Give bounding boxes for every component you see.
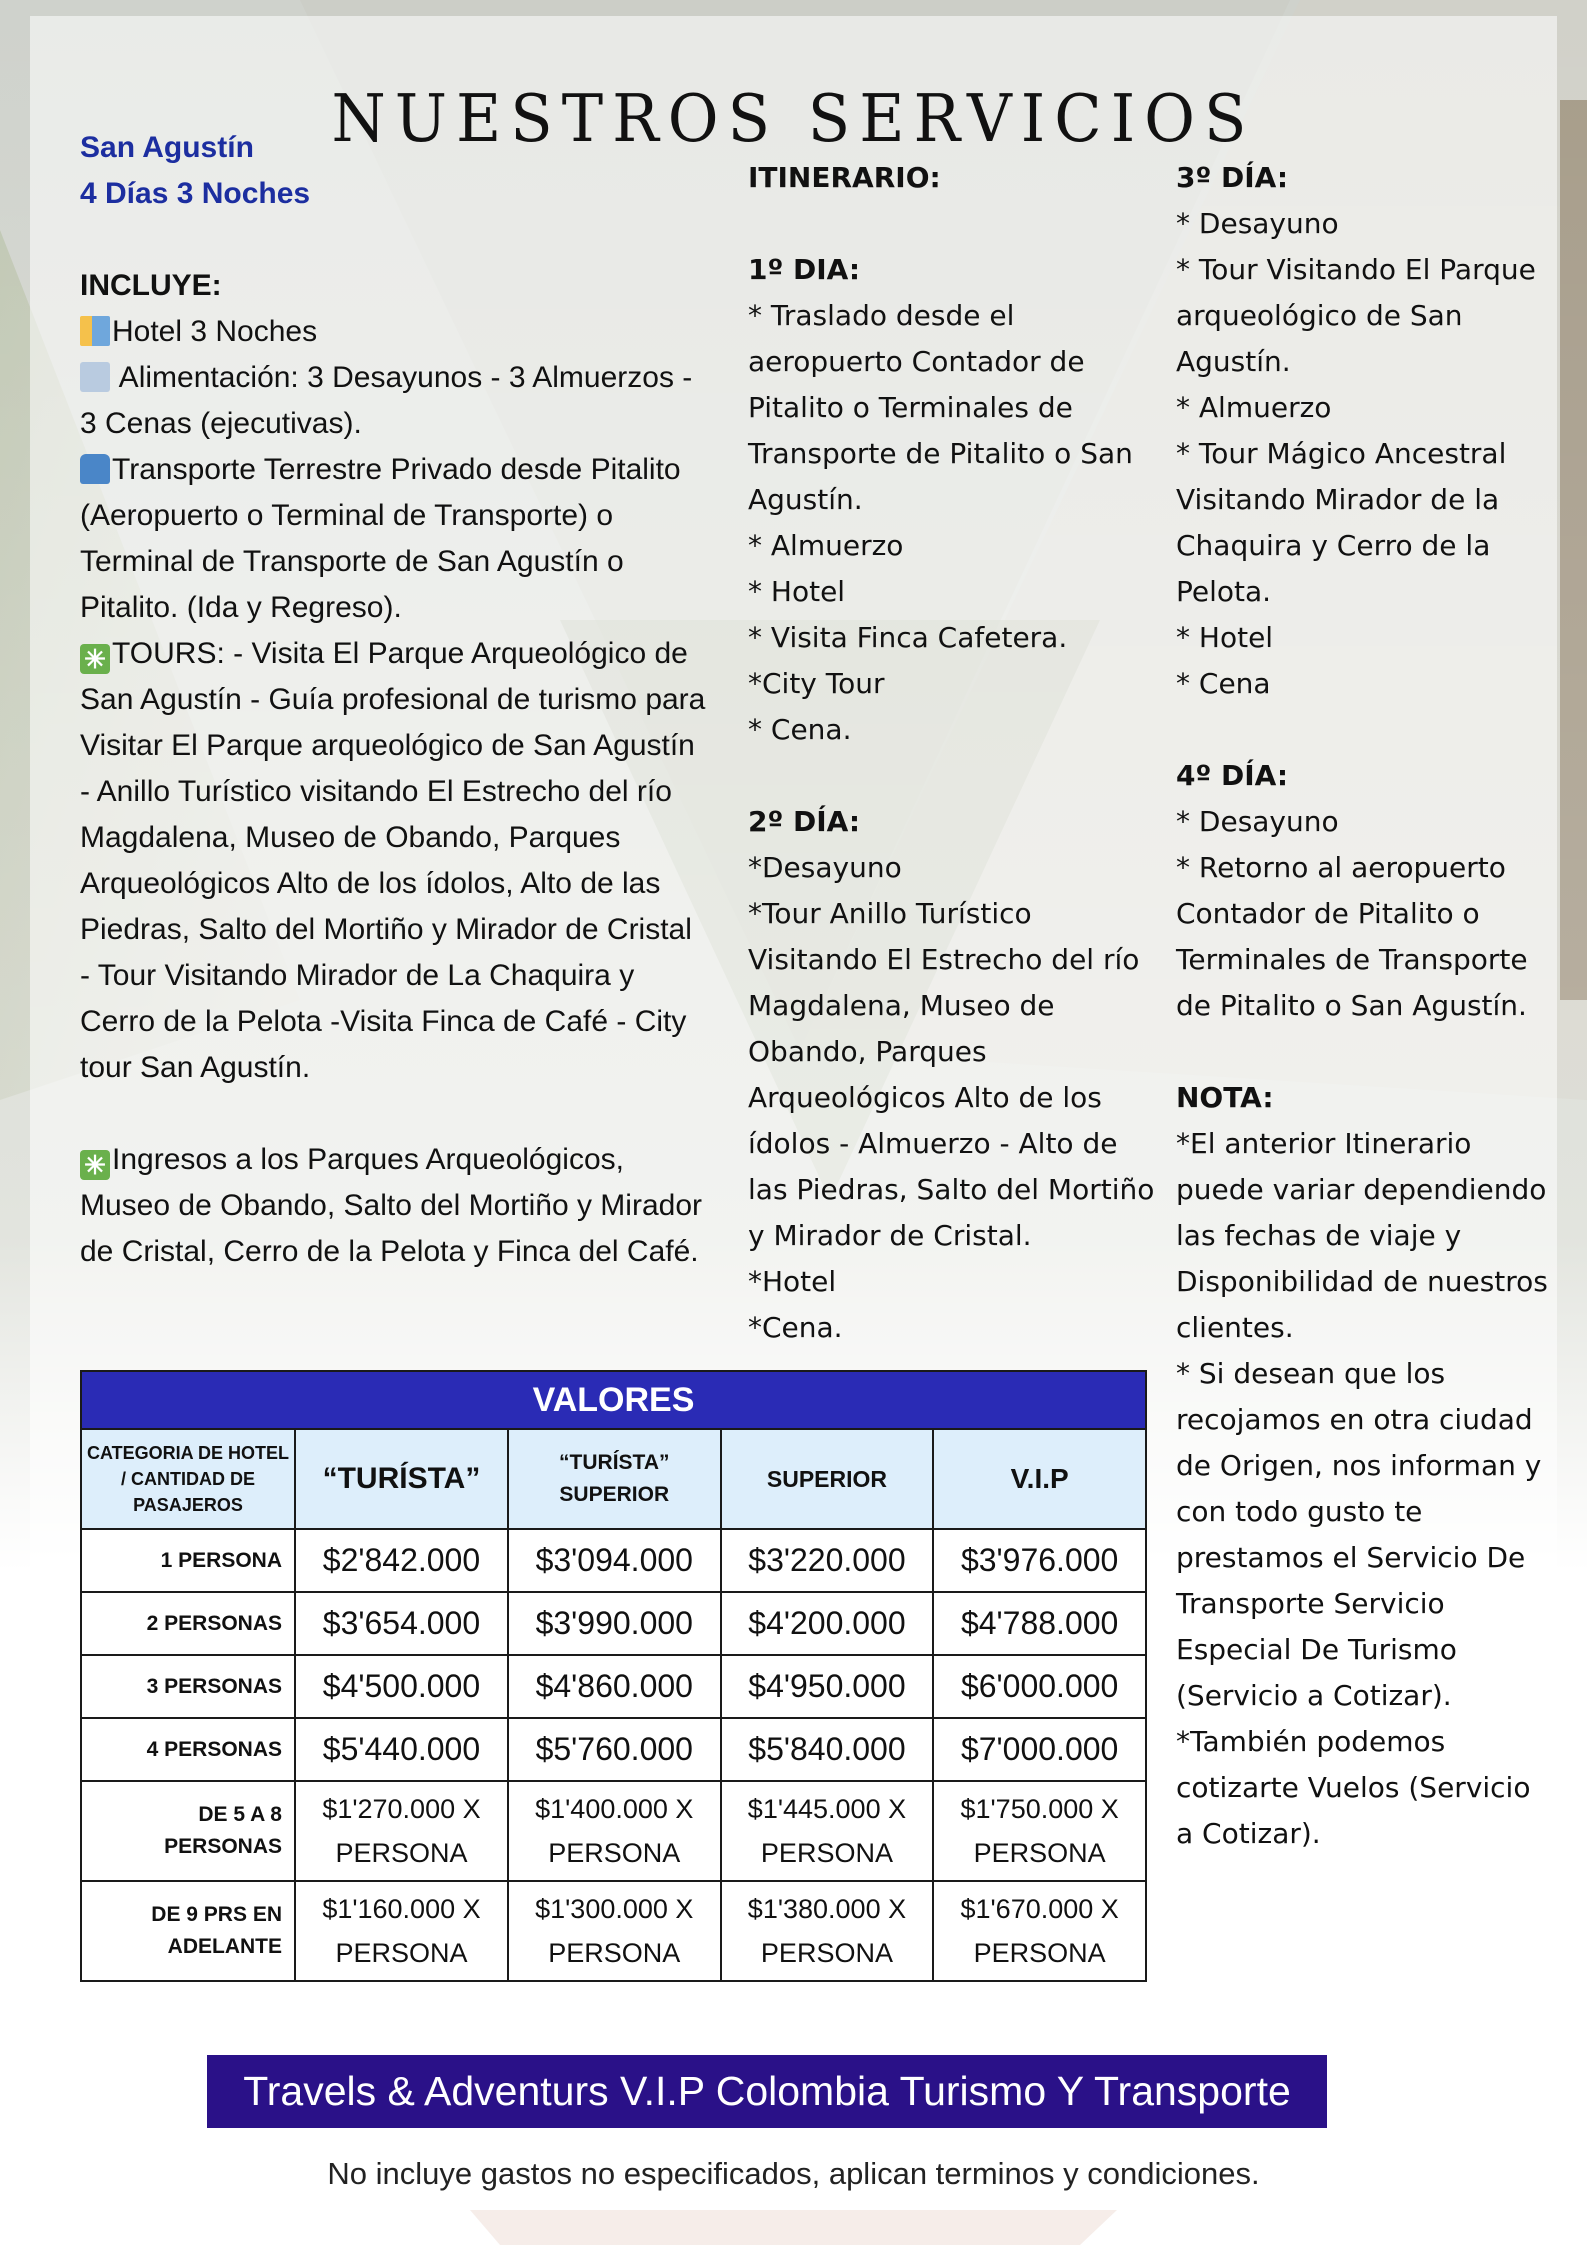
- column-header: SUPERIOR: [721, 1429, 934, 1529]
- table-row: [81, 1529, 1146, 1592]
- table-row: [81, 1881, 1146, 1981]
- price-cell: $5'840.000: [721, 1718, 934, 1781]
- day-item: *Hotel: [748, 1265, 837, 1298]
- price-cell: $3'990.000: [508, 1592, 721, 1655]
- price-cell: $4'200.000: [721, 1592, 934, 1655]
- table-row: [81, 1592, 1146, 1655]
- include-item: Transporte Terrestre Privado desde Pitalito (Aeropuerto o Terminal de Transporte) o Terminal de Transporte de San Agustín o Pitalito. (Ida y Regreso).: [80, 453, 681, 624]
- row-label: 4 PERSONAS: [81, 1718, 295, 1781]
- day-title: 4º DÍA:: [1176, 759, 1289, 792]
- price-cell: $1'750.000 X PERSONA: [933, 1781, 1146, 1881]
- itinerary-column: [748, 155, 1158, 1351]
- include-item: Hotel 3 Noches: [80, 309, 710, 355]
- price-cell: $1'400.000 X PERSONA: [508, 1781, 721, 1881]
- day-item: *Desayuno: [748, 851, 902, 884]
- row-label: DE 5 A 8 PERSONAS: [81, 1781, 295, 1881]
- price-cell: $1'670.000 X PERSONA: [933, 1881, 1146, 1981]
- price-cell: $3'654.000: [295, 1592, 508, 1655]
- day-item: * Cena.: [748, 713, 852, 746]
- day-item: *City Tour: [748, 667, 885, 700]
- hotel-icon: [80, 316, 110, 346]
- price-cell: $1'270.000 X PERSONA: [295, 1781, 508, 1881]
- note-item: *También podemos cotizarte Vuelos (Servicio a Cotizar).: [1176, 1725, 1531, 1850]
- day-title: 3º DÍA:: [1176, 161, 1289, 194]
- table-header-row: [81, 1429, 1146, 1529]
- category-header: CATEGORIA DE HOTEL / CANTIDAD DE PASAJEROS: [81, 1429, 295, 1529]
- row-label: 3 PERSONAS: [81, 1655, 295, 1718]
- include-item: ✳ TOURS: - Visita El Parque Arqueológico de San Agustín - Guía profesional de turismo para Visitar El Parque arqueológico de San Agustín - Anillo Turístico visitando El Estrecho del río Magdalena, Museo de Obando, Parques Arqueológicos Alto de los ídolos, Alto de las Piedras, Salto del Mortiño y Mirador de Cristal - Tour Visitando Mirador de La Chaquira y Cerro de la Pelota -Visita Finca de Café - City tour San Agustín.: [80, 637, 706, 1084]
- price-cell: $4'788.000: [933, 1592, 1146, 1655]
- fork-knife-icon: [80, 362, 110, 392]
- price-cell: $1'445.000 X PERSONA: [721, 1781, 934, 1881]
- day-item: *Tour Anillo Turístico Visitando El Estrecho del río Magdalena, Museo de Obando, Parques Arqueológicos Alto de los ídolos - Almuerzo - Alto de las Piedras, Salto del Mortiño y Mirador de Cristal.: [748, 897, 1155, 1252]
- price-cell: $3'220.000: [721, 1529, 934, 1592]
- note-item: * Si desean que los recojamos en otra ciudad de Origen, nos informan y con todo gusto te prestamos el Servicio De Transporte Servicio Especial De Turismo (Servicio a Cotizar).: [1176, 1357, 1542, 1712]
- includes-heading: INCLUYE:: [80, 269, 222, 302]
- itinerary-notes-column: [1176, 155, 1556, 1857]
- day-title: 1º DIA:: [748, 253, 861, 286]
- company-banner: Travels & Adventurs V.I.P Colombia Turismo Y Transporte: [207, 2055, 1327, 2128]
- note-item: *El anterior Itinerario puede variar dependiendo las fechas de viaje y Disponibilidad de nuestros clientes.: [1176, 1127, 1548, 1344]
- price-table: [80, 1370, 1147, 1982]
- row-label: DE 9 PRS EN ADELANTE: [81, 1881, 295, 1981]
- row-label: 2 PERSONAS: [81, 1592, 295, 1655]
- column-header: V.I.P: [933, 1429, 1146, 1529]
- price-cell: $1'380.000 X PERSONA: [721, 1881, 934, 1981]
- price-cell: $2'842.000: [295, 1529, 508, 1592]
- day-item: * Visita Finca Cafetera.: [748, 621, 1068, 654]
- destination: San Agustín: [80, 131, 254, 164]
- table-title: VALORES: [81, 1371, 1146, 1429]
- day-title: 2º DÍA:: [748, 805, 861, 838]
- price-cell: $1'160.000 X PERSONA: [295, 1881, 508, 1981]
- day-item: * Desayuno: [1176, 207, 1339, 240]
- price-cell: $3'094.000: [508, 1529, 721, 1592]
- price-cell: $4'860.000: [508, 1655, 721, 1718]
- entries-item: ✳ Ingresos a los Parques Arqueológicos, Museo de Obando, Salto del Mortiño y Mirador de Cristal, Cerro de la Pelota y Finca del Café.: [80, 1143, 702, 1268]
- table-row: [81, 1655, 1146, 1718]
- include-item: Alimentación: 3 Desayunos - 3 Almuerzos - 3 Cenas (ejecutivas).: [80, 361, 693, 440]
- day-item: * Desayuno: [1176, 805, 1339, 838]
- price-cell: $4'950.000: [721, 1655, 934, 1718]
- price-cell: $4'500.000: [295, 1655, 508, 1718]
- day-item: * Tour Visitando El Parque arqueológico de San Agustín.: [1176, 253, 1536, 378]
- row-label: 1 PERSONA: [81, 1529, 295, 1592]
- note-heading: NOTA:: [1176, 1081, 1274, 1114]
- bus-icon: [80, 454, 110, 484]
- day-item: *Cena.: [748, 1311, 843, 1344]
- duration: 4 Días 3 Noches: [80, 177, 311, 210]
- disclaimer: No incluye gastos no especificados, aplican terminos y condiciones.: [327, 2156, 1260, 2191]
- day-item: * Hotel: [748, 575, 846, 608]
- itinerary-heading: ITINERARIO:: [748, 161, 941, 194]
- package-details: [80, 125, 710, 1275]
- day-item: * Retorno al aeropuerto Contador de Pitalito o Terminales de Transporte de Pitalito o San Agustín.: [1176, 851, 1528, 1022]
- price-cell: $7'000.000: [933, 1718, 1146, 1781]
- sparkle-icon: ✳: [80, 1150, 110, 1180]
- price-cell: $5'760.000: [508, 1718, 721, 1781]
- day-item: * Traslado desde el aeropuerto Contador de Pitalito o Terminales de Transporte de Pitalito o San Agustín.: [748, 299, 1133, 516]
- column-header: “TURÍSTA”: [295, 1429, 508, 1529]
- price-cell: $1'300.000 X PERSONA: [508, 1881, 721, 1981]
- day-item: * Hotel: [1176, 621, 1274, 654]
- day-item: * Tour Mágico Ancestral Visitando Mirador de la Chaquira y Cerro de la Pelota.: [1176, 437, 1507, 608]
- day-item: * Cena: [1176, 667, 1271, 700]
- page-title: NUESTROS SERVICIOS: [331, 79, 1256, 157]
- table-row: [81, 1718, 1146, 1781]
- sparkle-icon: ✳: [80, 644, 110, 674]
- price-cell: $5'440.000: [295, 1718, 508, 1781]
- price-cell: $6'000.000: [933, 1655, 1146, 1718]
- price-cell: $3'976.000: [933, 1529, 1146, 1592]
- day-item: * Almuerzo: [1176, 391, 1332, 424]
- day-item: * Almuerzo: [748, 529, 904, 562]
- column-header: “TURÍSTA” SUPERIOR: [508, 1429, 721, 1529]
- table-row: [81, 1781, 1146, 1881]
